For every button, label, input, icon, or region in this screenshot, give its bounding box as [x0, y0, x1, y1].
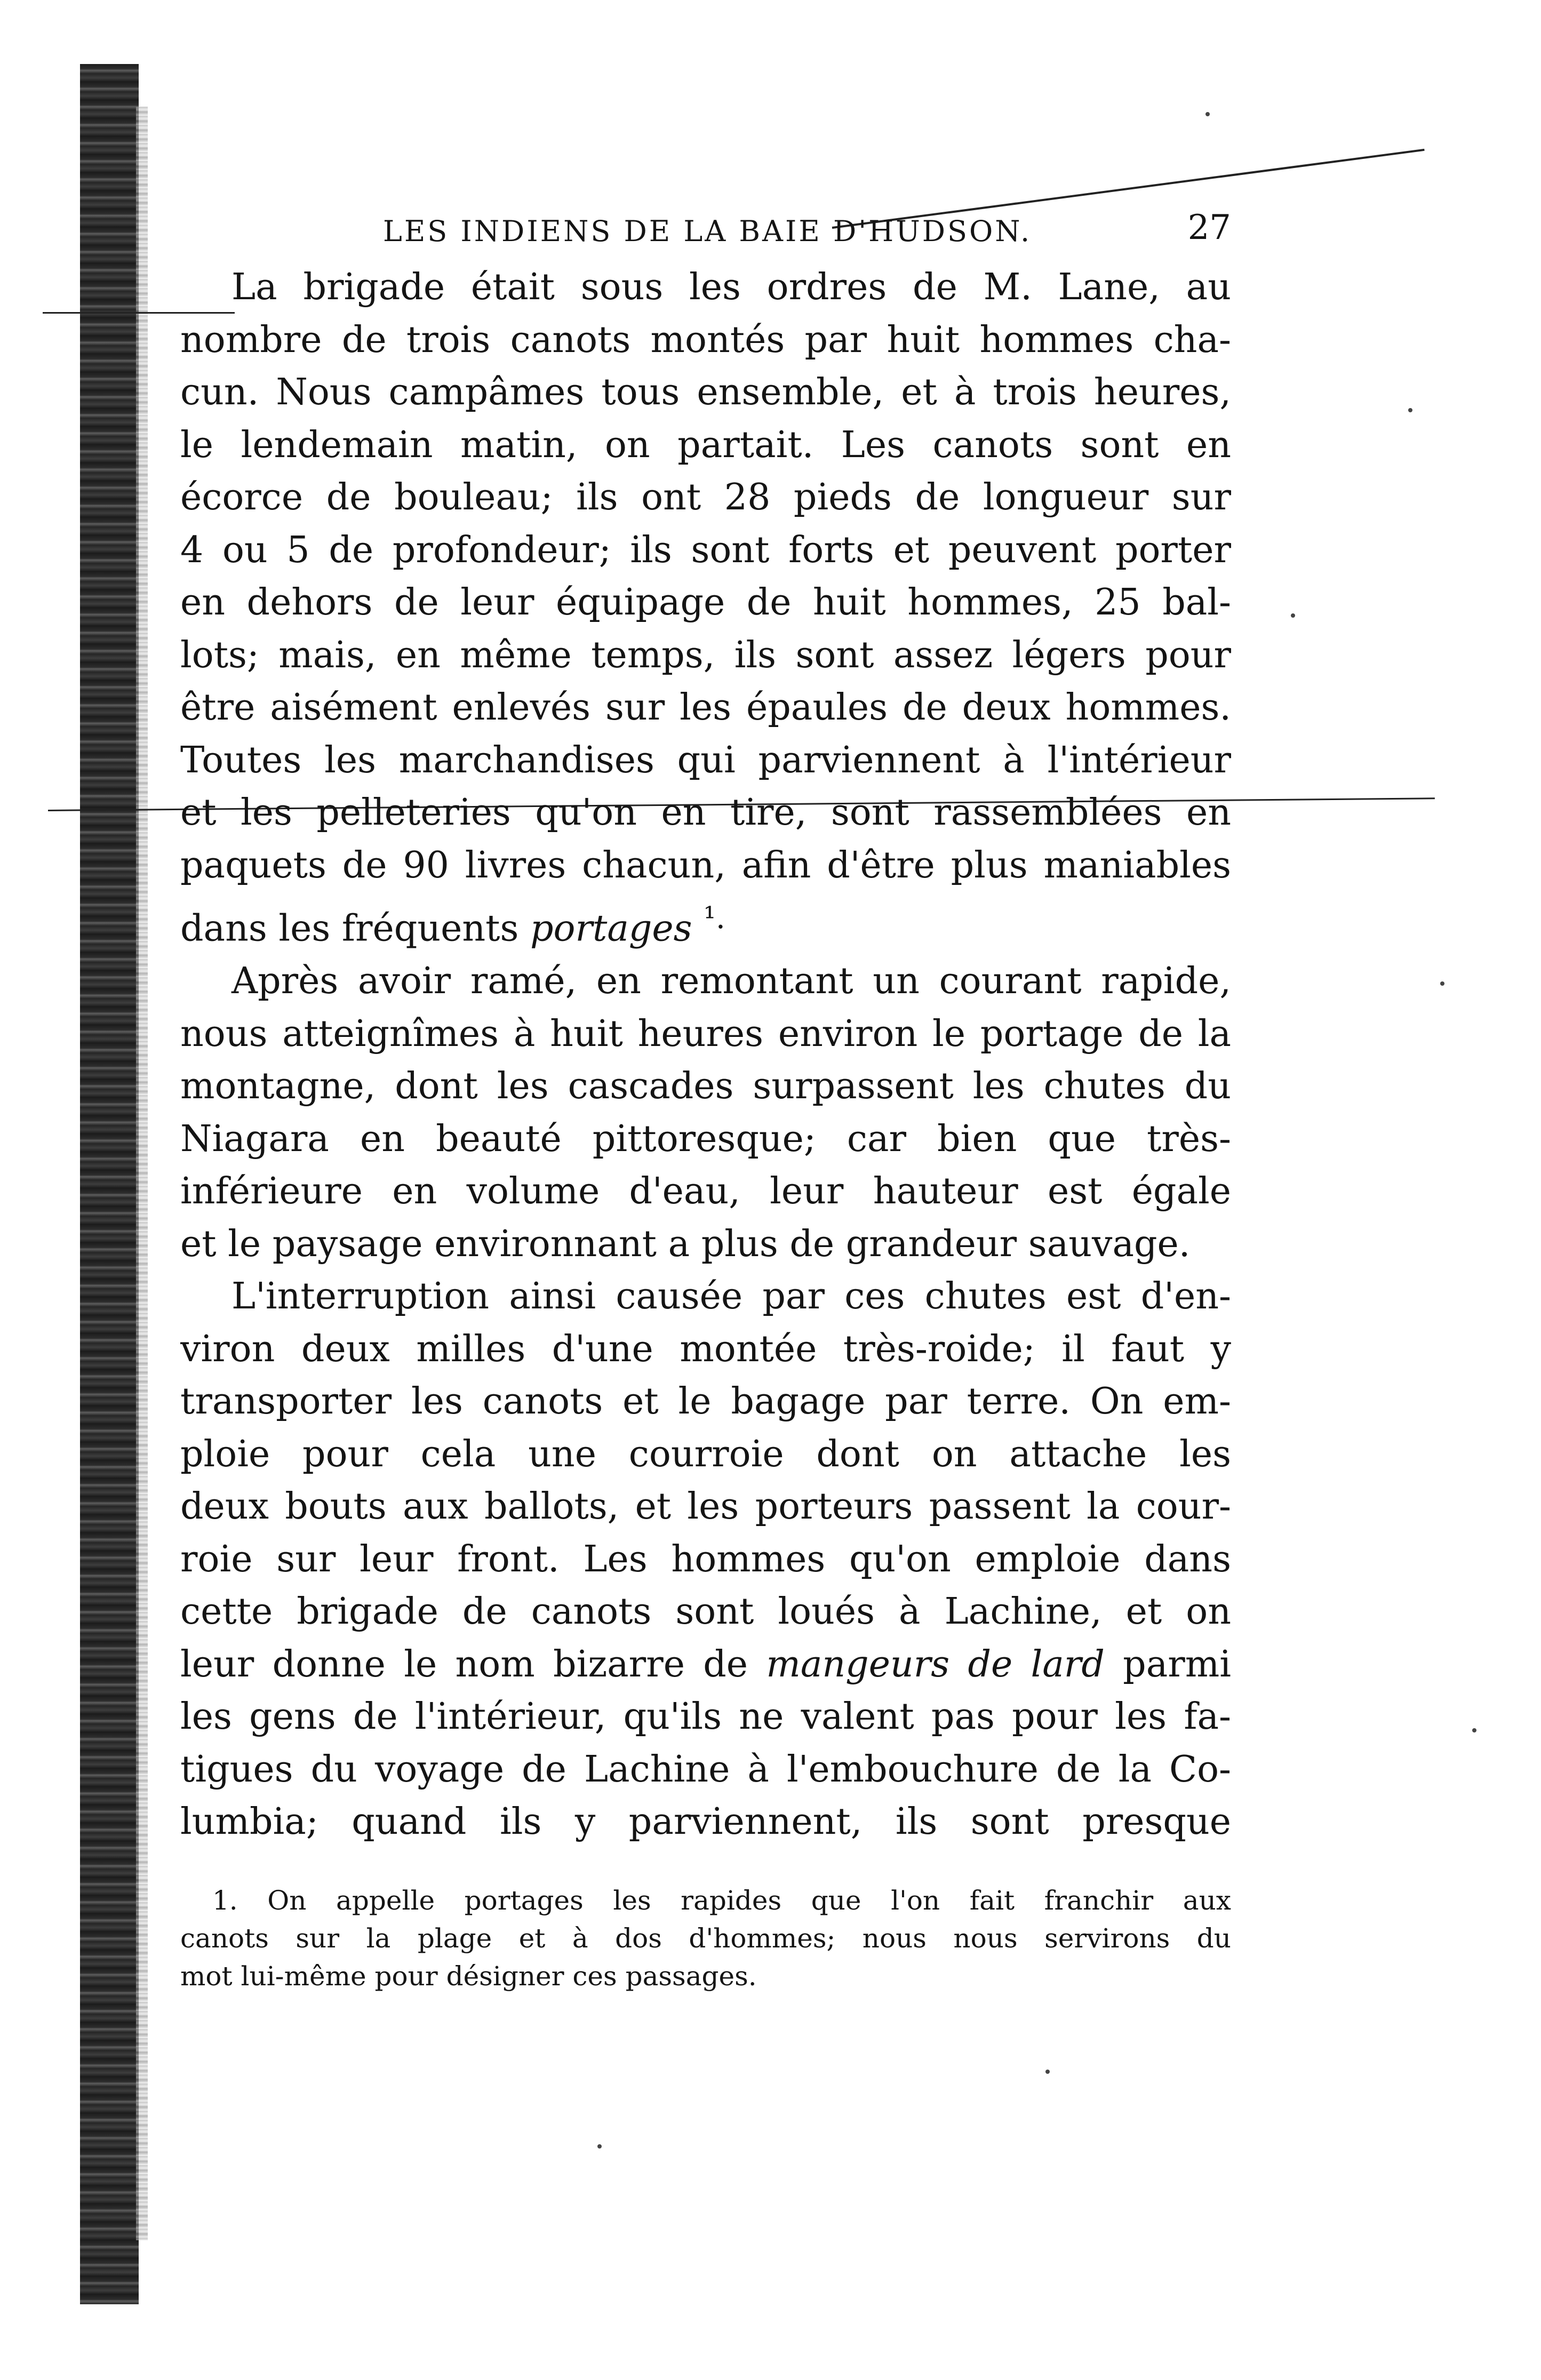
- text-line: inférieure en volume d'eau, leur hauteur est égale: [180, 1170, 1231, 1213]
- text-line: le lendemain matin, on partait. Les canots sont en: [180, 424, 1231, 466]
- paragraph-2: [180, 955, 1231, 1271]
- scan-speck: [1472, 1728, 1476, 1732]
- text-line: écorce de bouleau; ils ont 28 pieds de longueur sur: [180, 476, 1231, 518]
- text-fragment: parmi: [1123, 1643, 1231, 1686]
- text-line: 4 ou 5 de profondeur; ils sont forts et peuvent porter: [180, 529, 1231, 571]
- text-line: [180, 892, 1231, 955]
- text-fragment: leur donne le nom bizarre de: [180, 1643, 748, 1686]
- italic-term: mangeurs de lard: [766, 1643, 1105, 1686]
- scan-speck: [597, 2144, 602, 2149]
- text-line: transporter les canots et le bagage par terre. On em-: [180, 1380, 1231, 1423]
- footnote-ref[interactable]: ¹.: [704, 900, 725, 936]
- scan-speck: [1440, 981, 1444, 986]
- text-line: [180, 1639, 1231, 1691]
- text-line: lots; mais, en même temps, ils sont assez légers pour: [180, 634, 1231, 676]
- text-line: lumbia; quand ils y parviennent, ils sont presque: [180, 1801, 1231, 1843]
- text-line: être aisément enlevés sur les épaules de deux hommes.: [180, 686, 1231, 729]
- book-page: [180, 203, 1231, 1995]
- text-line: deux bouts aux ballots, et les porteurs passent la cour-: [180, 1485, 1231, 1528]
- body-text: [180, 261, 1231, 1849]
- italic-term: portages: [530, 907, 692, 950]
- text-line: Après avoir ramé, en remontant un courant rapide,: [231, 960, 1231, 1003]
- text-line: cette brigade de canots sont loués à Lachine, et on: [180, 1591, 1231, 1633]
- paragraph-1: [180, 261, 1231, 955]
- text-line: et les pelleteries qu'on en tire, sont rassemblées en: [180, 792, 1231, 834]
- text-line: Niagara en beauté pittoresque; car bien que très-: [180, 1117, 1231, 1160]
- text-line: Toutes les marchandises qui parviennent à l'intérieur: [180, 739, 1231, 781]
- text-fragment: dans les fréquents: [180, 907, 519, 950]
- binding-edge: [136, 107, 148, 2240]
- text-line: et le paysage environnant a plus de grandeur sauvage.: [180, 1223, 1191, 1265]
- paragraph-3: [180, 1271, 1231, 1849]
- text-line: nous atteignîmes à huit heures environ le portage de la: [180, 1012, 1231, 1055]
- text-line: cun. Nous campâmes tous ensemble, et à trois heures,: [180, 371, 1231, 413]
- scan-speck: [1408, 408, 1412, 412]
- scan-speck: [1291, 613, 1295, 618]
- text-line: paquets de 90 livres chacun, afin d'être plus maniables: [180, 844, 1231, 886]
- text-line: roie sur leur front. Les hommes qu'on emploie dans: [180, 1538, 1231, 1580]
- text-line: L'interruption ainsi causée par ces chutes est d'en-: [231, 1275, 1231, 1318]
- running-title: LES INDIENS DE LA BAIE D'HUDSON.: [383, 214, 1032, 248]
- text-line: tigues du voyage de Lachine à l'embouchure de la Co-: [180, 1748, 1231, 1791]
- page-header: [180, 203, 1231, 261]
- text-line: ploie pour cela une courroie dont on attache les: [180, 1433, 1231, 1475]
- text-line: nombre de trois canots montés par huit hommes cha-: [180, 318, 1231, 361]
- text-line: montagne, dont les cascades surpassent les chutes du: [180, 1065, 1231, 1108]
- footnote-line: canots sur la plage et à dos d'hommes; nous nous servirons du: [180, 1922, 1231, 1954]
- footnote-line: mot lui-même pour désigner ces passages.: [180, 1960, 757, 1992]
- binding-shadow: [80, 64, 139, 2304]
- text-line: les gens de l'intérieur, qu'ils ne valent pas pour les fa-: [180, 1696, 1231, 1738]
- page-number: 27: [1187, 208, 1231, 247]
- footnote: [180, 1882, 1231, 1995]
- text-line: en dehors de leur équipage de huit hommes, 25 bal-: [180, 581, 1231, 624]
- text-line: La brigade était sous les ordres de M. Lane, au: [231, 266, 1231, 308]
- footnote-line: 1. On appelle portages les rapides que l'on fait franchir aux: [212, 1884, 1231, 1916]
- text-line: viron deux milles d'une montée très-roide; il faut y: [180, 1328, 1231, 1370]
- scan-speck: [1045, 2070, 1050, 2074]
- scan-speck: [1205, 112, 1210, 116]
